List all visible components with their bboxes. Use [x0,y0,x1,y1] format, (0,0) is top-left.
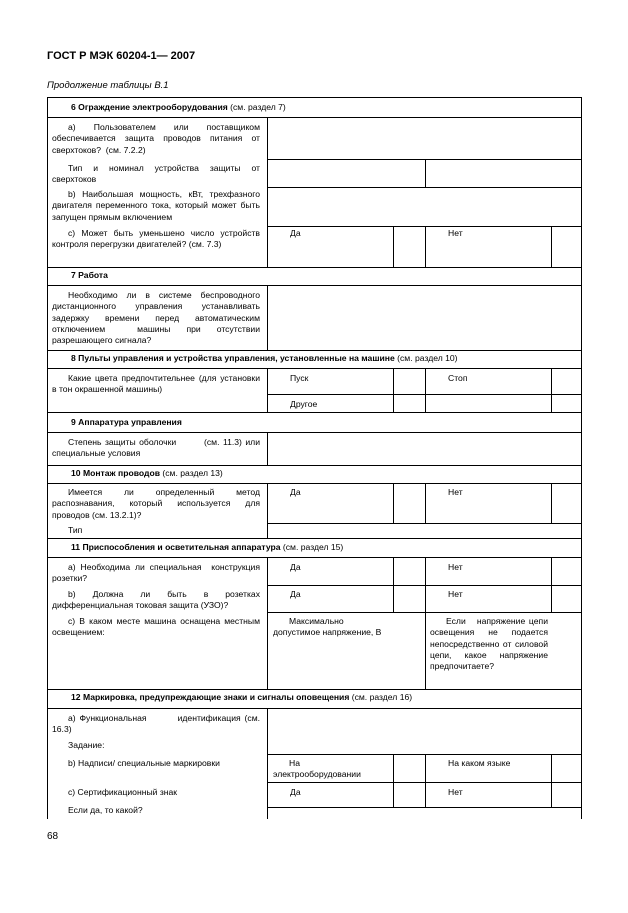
cell-divider [393,226,394,267]
option-no: Нет [448,562,463,572]
row-divider [47,465,582,466]
section-8-heading: 8 Пульты управления и устройства управления, установленные на машине (см. раздел 10) [71,353,458,363]
question-8: Какие цвета предпочтительнее (для установки в тон окрашенной машины) [52,373,263,395]
section-9-heading: 9 Аппаратура управления [71,417,182,427]
option-yes: Да [290,562,301,572]
cell-divider [551,483,552,523]
question-12b: b) Надписи/ специальные маркировки [68,758,220,768]
cell-divider [393,754,394,807]
question-10-type: Тип [68,525,83,535]
cell-divider [425,368,426,412]
question-7: Необходимо ли в системе беспроводного дистанционного управления устанавливать задержку времени перед автоматическим отключением машины при отсутствии разрешающего сигнала? [52,290,265,346]
option-yes: Да [290,787,301,797]
question-6a-type: Тип и номинал устройства защиты от сверхтоков [52,163,263,185]
option-no: Нет [448,589,463,599]
question-11c: c) В каком месте машина оснащена местным освещением: [52,616,263,638]
document-header: ГОСТ Р МЭК 60204-1— 2007 [47,50,196,62]
section-10-heading: 10 Монтаж проводов (см. раздел 13) [71,468,223,478]
cell-divider [393,483,394,523]
section-6-heading: 6 Ограждение электрооборудования (см. раздел 7) [71,102,286,112]
row-divider [47,267,582,268]
column-divider [267,432,268,465]
column-divider [267,557,268,689]
cell-divider [393,368,394,412]
row-divider [47,708,582,709]
question-6a: а) Пользователем или поставщиком обеспечивается защита проводов питания от сверхтоков? (см. 7.2.2) [52,122,263,155]
row-divider [47,350,582,351]
column-divider [267,368,268,412]
table-continuation-caption: Продолжение таблицы В.1 [47,80,169,91]
cell-divider [393,557,394,612]
question-12c: c) Сертификационный знак [68,787,178,797]
row-divider [47,412,582,413]
row-divider [47,285,582,286]
table-border-top [47,97,582,98]
option-start: Пуск [290,373,309,383]
on-equipment-label: На электрооборудовании [273,758,361,780]
table-border-left [47,97,48,819]
question-11b: b) Должна ли быть в розетках дифференциальная токовая защита (УЗО)? [52,589,263,611]
question-6c: c) Может быть уменьшено число устройств контроля перегрузки двигателей? (см. 7.3) [52,228,263,250]
cell-divider [551,368,552,412]
option-yes: Да [290,487,301,497]
row-divider [47,432,582,433]
page-number: 68 [47,831,59,842]
question-9: Степень защиты оболочки (см. 11.3) или специальные условия [52,437,263,459]
cell-divider [425,483,426,523]
table-border-right [581,97,582,819]
language-label: На каком языке [448,758,511,768]
cell-divider [551,226,552,267]
section-12-heading: 12 Маркировка, предупреждающие знаки и сигналы оповещения (см. раздел 16) [71,692,413,702]
row-divider [47,117,582,118]
question-12c-which: Если да, то какой? [68,805,143,815]
option-no: Нет [448,228,463,238]
cell-divider [425,557,426,689]
option-stop: Стоп [448,373,468,383]
option-yes: Да [290,589,301,599]
section-11-heading: 11 Приспособления и осветительная аппаратура (см. раздел 15) [71,542,344,552]
cell-divider [551,754,552,807]
row-divider [47,557,582,558]
option-other: Другое [290,399,318,409]
question-12a-task: Задание: [68,740,105,750]
column-divider [267,117,268,267]
cell-divider [267,187,582,188]
row-divider [47,368,582,369]
option-no: Нет [448,487,463,497]
question-6b: b) Наибольшая мощность, кВт, трехфазного двигателя переменного тока, который может быть запущен прямым включением [52,189,263,222]
row-divider [47,538,582,539]
question-11a: а) Необходима ли специальная конструкция розетки? [52,562,263,584]
question-12a: а) Функциональная идентификация (см. 16.3) [52,713,263,735]
cell-divider [267,523,582,524]
column-divider [267,708,268,819]
option-yes: Да [290,228,301,238]
column-divider [267,285,268,350]
cell-divider [425,226,426,267]
section-7-heading: 7 Работа [71,270,108,280]
cell-divider [551,557,552,612]
column-divider [267,483,268,538]
row-divider [47,689,582,690]
row-divider [47,483,582,484]
cell-divider [425,159,426,187]
option-no: Нет [448,787,463,797]
lighting-voltage-label: Если напряжение цепи освещения не подается непосредственно от силовой цепи, какое напряжение предпочитаете? [430,616,551,672]
cell-divider [425,754,426,807]
question-10: Имеется ли определенный метод распознавания, который используется для проводов (см. 13.2.1)? [52,487,263,520]
cell-divider [267,807,582,808]
max-voltage-label: Максимально допустимое напряжение, В [273,616,382,638]
